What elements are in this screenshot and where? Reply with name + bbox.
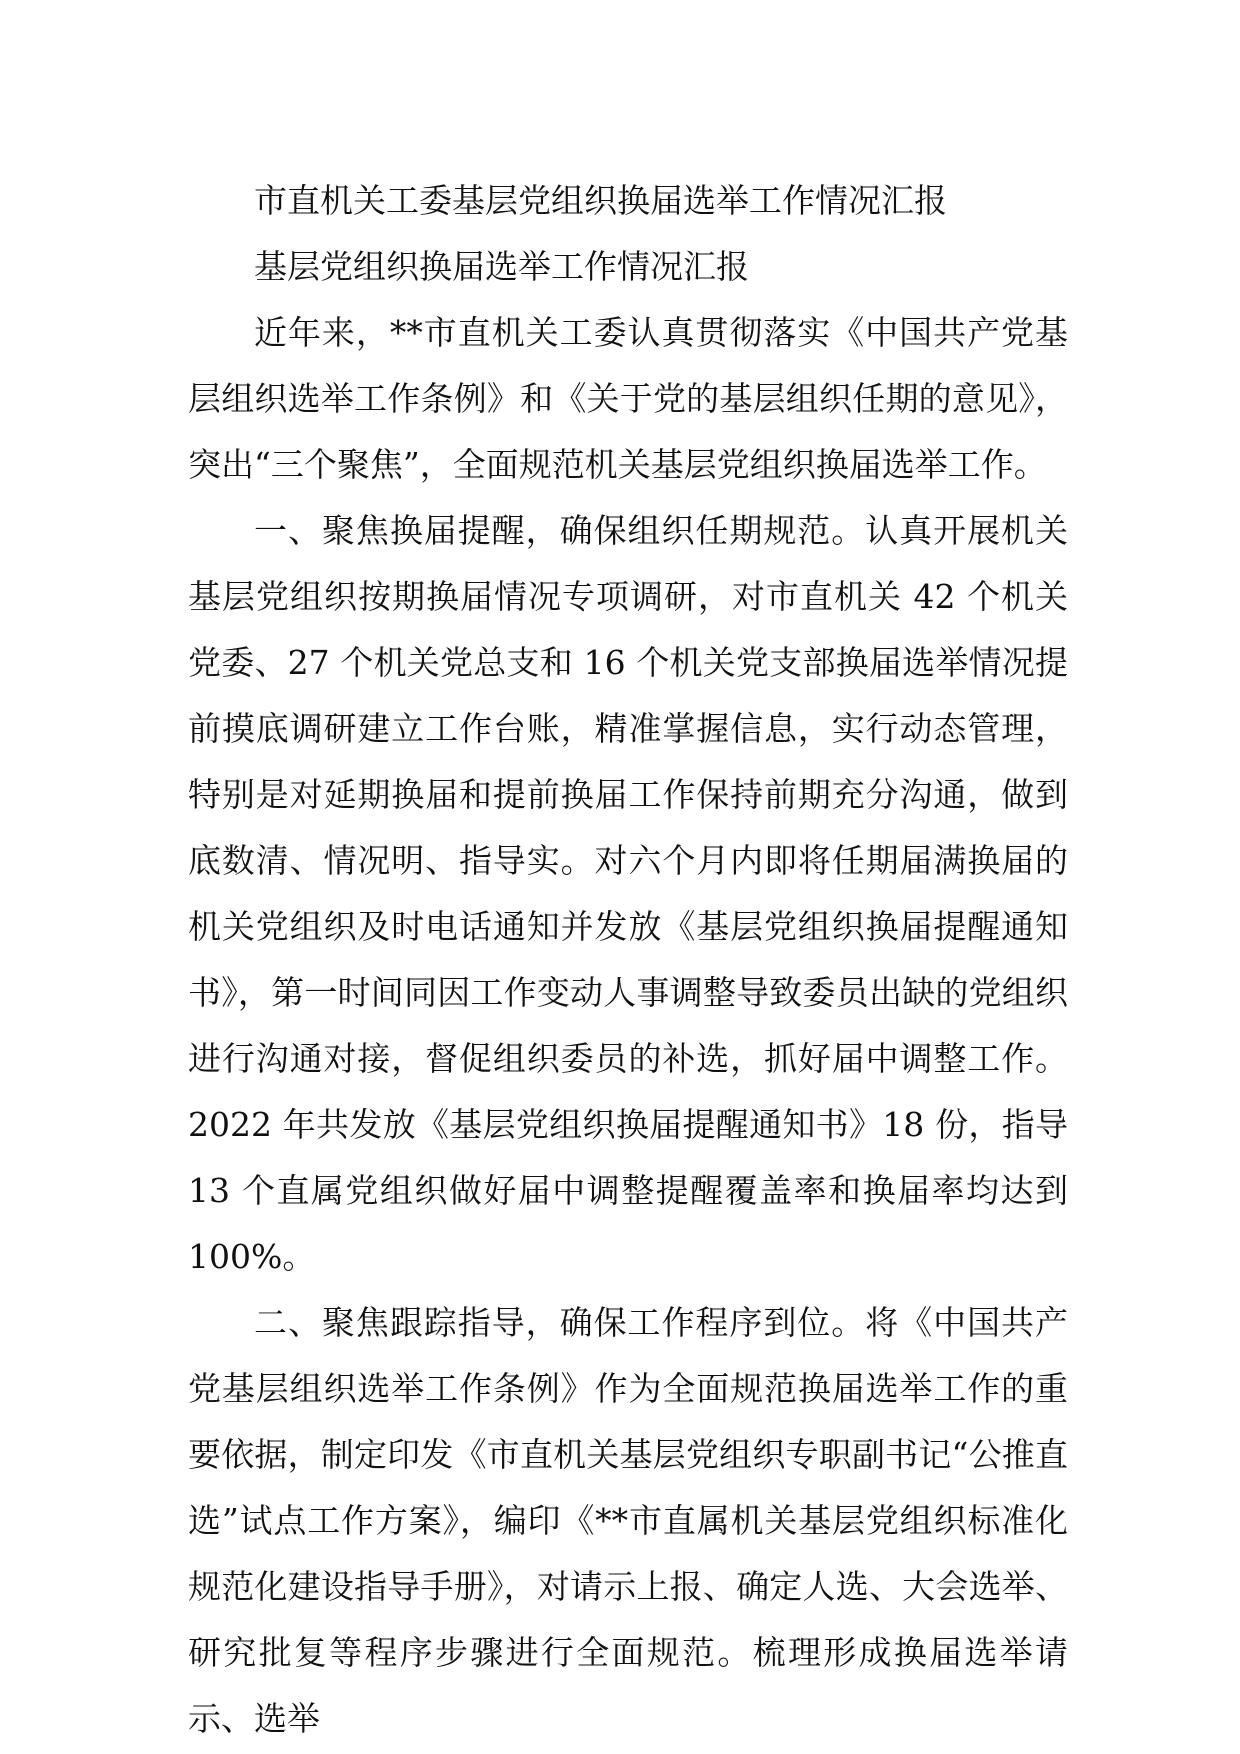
paragraph-intro: 近年来，**市直机关工委认真贯彻落实《中国共产党基层组织选举工作条例》和《关于党的基层组织任期的意见》，突出“三个聚焦”，全面规范机关基层党组织换届选举工作。 [188, 313, 1068, 484]
document-title: 市直机关工委基层党组织换届选举工作情况汇报 [254, 181, 947, 220]
paragraph-section-1: 一、聚焦换届提醒，确保组织任期规范。认真开展机关基层党组织按期换届情况专项调研，对市直机关 42 个机关党委、27 个机关党总支和 16 个机关党支部换届选举情况提前摸底调研建立工作台账，精准掌握信息，实行动态管理，特别是对延期换届和提前换届工作保持前期充分沟通，做到底数清、情况明、指导实。对六个月内即将任期届满换届的机关党组织及时电话通知并发放《基层党组织换届提醒通知书》，第一时间同因工作变动人事调整导致委员出缺的党组织进行沟通对接，督促组织委员的补选，抓好届中调整工作。2022 年共发放《基层党组织换届提醒通知书》18 份，指导 13 个直属党组织做好届中调整提醒覆盖率和换届率均达到 100%。 [188, 511, 1069, 1276]
paragraph-section-2: 二、聚焦跟踪指导，确保工作程序到位。将《中国共产党基层组织选举工作条例》作为全面规范换届选举工作的重要依据，制定印发《市直机关基层党组织专职副书记“公推直选”试点工作方案》，编印《**市直属机关基层党组织标准化规范化建设指导手册》，对请示上报、确定人选、大会选举、研究批复等程序步骤进行全面规范。梳理形成换届选举请示、选举 [188, 1303, 1068, 1738]
document-body [188, 168, 1068, 1752]
document-subtitle: 基层党组织换届选举工作情况汇报 [254, 247, 749, 286]
